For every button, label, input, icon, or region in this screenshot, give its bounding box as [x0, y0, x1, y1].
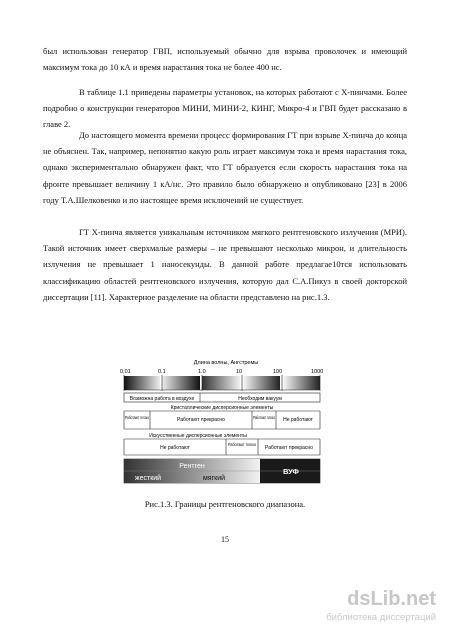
vacuum-required-label: Необходим вакуум: [238, 396, 282, 402]
figure-caption: Рис.1.3. Границы рентгеновского диапазона.: [144, 499, 306, 509]
paragraph-4: ГТ Х-пинча является уникальным источником мягкого рентгеновского излучения (МРИ). Такой источник имеет сверхмалые размеры – не превышают несколько микрон, и длительность излучения не превышает 1 наносекунды. В данной работе предлагае10тся использовать классификацию областей рентгеновского излучения, которую дал С.А.Пикуз в своей докторской диссертации [11]. Характерное разделение на области представлено на рис.1.3.: [43, 227, 407, 302]
crystal-cell-3: Работают плохо: [253, 415, 276, 420]
paragraph-1: был использован генератор ГВП, используемый обычно для взрыва проволочек и имеющий максимум тока до 10 кА и время нарастания тока не более 400 нс.: [43, 46, 407, 73]
watermark-subtitle: библиотека диссертаций: [326, 612, 436, 623]
page-number: 15: [221, 535, 229, 544]
paragraph-2: В таблице 1.1 приведены параметры установок, на которых работают с Х-пинчами. Более подробно о конструкции генераторов МИНИ, МИНИ-2, КИНГ, Микро-4 и ГВП будет рассказано в главе 2.: [43, 87, 407, 130]
gradient-scale: [124, 375, 320, 391]
tick-1.0: 1.0: [198, 369, 206, 375]
paragraph-3: До настоящего момента времени процесс формирования ГТ при взрыве Х-пинча до конца не объяснен. Так, например, непонятно какую роль играет максимум тока и время нарастания тока, однако экспериментально обнаружен факт, что ГТ образуется если скорость нарастания тока на фронте превышает величину 1 кА/нс. Это правило было обнаружено и опубликовано [23] в 2006 году Т.А.Шелковенко и по настоящее время исключений не существует.: [43, 130, 407, 205]
artificial-elements-header: Искусственные дисперсионные элементы: [149, 433, 247, 439]
crystal-cell-4: Не работают: [283, 417, 313, 423]
tick-0.01: 0.01: [120, 369, 131, 375]
xray-range-figure: [118, 355, 333, 490]
artificial-cell-1: Не работают: [160, 445, 190, 451]
crystal-elements-header: Кристаллические дисперсионные элементы: [170, 405, 274, 411]
band-vuv-label: ВУФ: [283, 467, 299, 476]
band-hard-label: жесткий: [134, 475, 162, 482]
wavelength-axis-title: Длина волны, Ангстремы: [193, 360, 259, 366]
crystal-cell-1: Работают плохо: [125, 415, 150, 420]
band-xray-label: Рентген: [179, 463, 205, 470]
tick-100: 100: [273, 369, 283, 375]
artificial-cell-3: Работают прекрасно: [265, 445, 313, 451]
tick-0.1: 0.1: [158, 369, 166, 375]
air-operation-label: Возможна работа в воздухе: [129, 396, 195, 402]
crystal-cell-2: Работают прекрасно: [177, 417, 225, 423]
tick-1000: 1000: [311, 369, 324, 375]
watermark-logo: dsLib.net: [347, 588, 436, 610]
artificial-cell-2: Работают плохо: [228, 442, 257, 447]
tick-10: 10: [236, 369, 243, 375]
band-soft-label: мягкий: [202, 475, 226, 482]
